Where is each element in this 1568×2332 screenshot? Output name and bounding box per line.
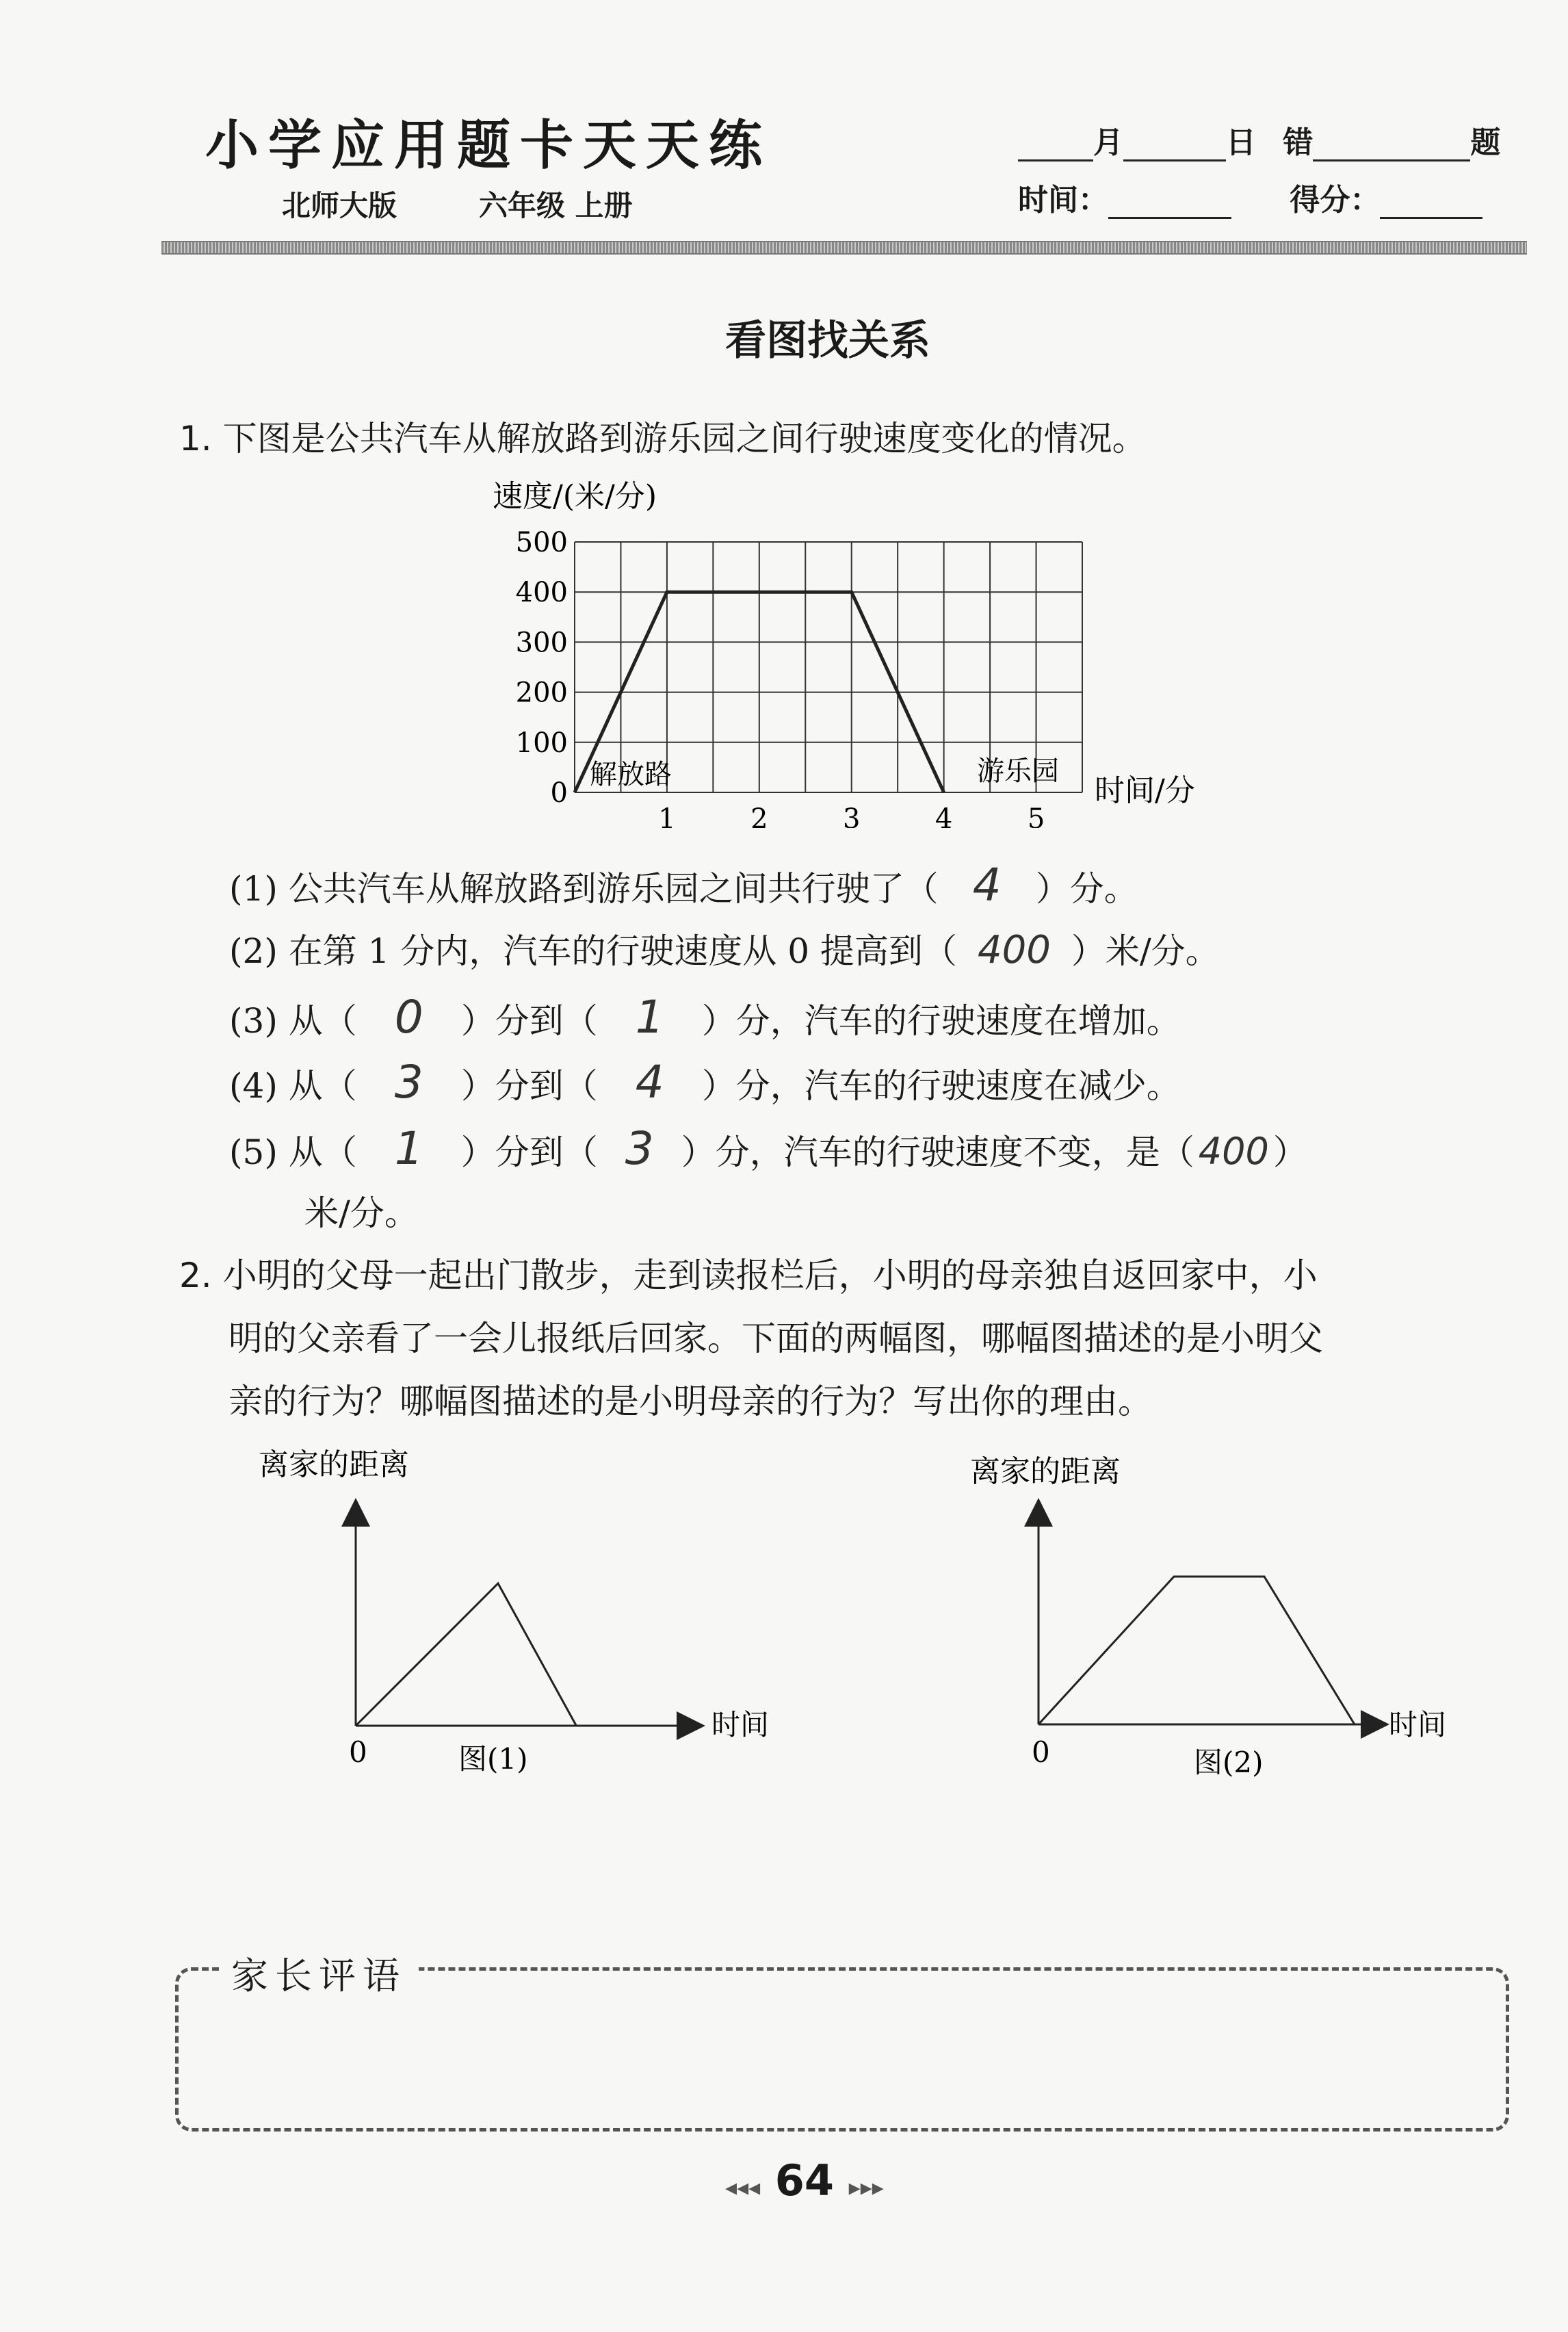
x-tick-label: 3 bbox=[843, 803, 861, 828]
x-tick-label: 1 bbox=[658, 803, 676, 828]
graph2-series-line bbox=[1038, 1577, 1355, 1724]
q2-line2: 明的父亲看了一会儿报纸后回家。下面的两幅图，哪幅图描述的是小明父 bbox=[228, 1319, 1323, 1358]
q1-sub3 bbox=[229, 991, 1181, 1044]
q2-number: 2. bbox=[179, 1256, 212, 1295]
answer-constant-end[interactable]: 3 bbox=[625, 1122, 654, 1175]
page-title: 看图找关系 bbox=[725, 317, 930, 365]
graph1-series-line bbox=[356, 1583, 576, 1726]
y-tick-label: 300 bbox=[515, 627, 568, 659]
sub1-text: 公共汽车从解放路到游乐园之间共行驶了（ bbox=[288, 869, 939, 909]
sub5-tail: ） bbox=[1272, 1132, 1307, 1172]
y-tick-label: 500 bbox=[515, 527, 568, 558]
sub2-tail: ）米/分。 bbox=[1071, 931, 1220, 971]
score-label: 得分： bbox=[1290, 183, 1381, 218]
sub5-text2: ）分到（ bbox=[460, 1132, 598, 1172]
score-blank[interactable] bbox=[1380, 185, 1482, 219]
annotation-end: 游乐园 bbox=[977, 755, 1059, 787]
q2-line1: 小明的父母一起出门散步，走到读报栏后，小明的母亲独自返回家中，小 bbox=[222, 1256, 1318, 1295]
answer-accel-end[interactable]: 1 bbox=[635, 991, 664, 1044]
q1-sub1 bbox=[229, 859, 1138, 911]
graph1-origin: 0 bbox=[349, 1735, 367, 1769]
sub4-label: (4) bbox=[229, 1066, 278, 1106]
month-label: 月 bbox=[1093, 125, 1123, 160]
x-tick-label: 5 bbox=[1027, 803, 1045, 828]
sub5-unit: 米/分。 bbox=[304, 1193, 419, 1233]
sub5-text3: ）分，汽车的行驶速度不变，是（ bbox=[681, 1132, 1194, 1172]
time-score-line bbox=[1018, 175, 1482, 219]
edition-label: 北师大版 bbox=[282, 189, 397, 222]
page-arrows-left: ◂◂◂ bbox=[725, 2174, 761, 2201]
sub1-label: (1) bbox=[229, 869, 278, 909]
time-label: 时间： bbox=[1018, 183, 1108, 218]
header-divider bbox=[161, 241, 1527, 255]
sub3-text2: ）分到（ bbox=[460, 1001, 598, 1041]
answer-max-speed[interactable]: 400 bbox=[977, 928, 1051, 972]
answer-decel-end[interactable]: 4 bbox=[635, 1056, 664, 1109]
q1-number: 1. bbox=[179, 419, 212, 458]
graph2-origin: 0 bbox=[1032, 1735, 1050, 1769]
speed-chart bbox=[479, 472, 1231, 828]
q1-sub2 bbox=[229, 924, 1220, 973]
sub3-tail: ）分，汽车的行驶速度在增加。 bbox=[701, 1001, 1181, 1041]
q1-sub5 bbox=[229, 1122, 1307, 1175]
graph-2 bbox=[958, 1451, 1519, 1800]
answer-constant-speed[interactable]: 400 bbox=[1198, 1130, 1269, 1173]
sub2-label: (2) bbox=[229, 931, 278, 971]
y-tick-label: 400 bbox=[515, 577, 568, 609]
graph2-y-label: 离家的距离 bbox=[970, 1454, 1121, 1489]
parent-comment-label: 家长评语 bbox=[219, 1947, 419, 1999]
answer-total-minutes[interactable]: 4 bbox=[972, 859, 1002, 911]
annotation-start: 解放路 bbox=[590, 759, 672, 790]
q2-line3: 亲的行为？哪幅图描述的是小明母亲的行为？写出你的理由。 bbox=[228, 1382, 1152, 1421]
grade-label: 六年级 上册 bbox=[479, 189, 633, 222]
error-label: 错 bbox=[1283, 125, 1314, 160]
x-tick-label: 4 bbox=[935, 803, 953, 828]
sub3-label: (3) bbox=[229, 1001, 278, 1041]
answer-accel-start[interactable]: 0 bbox=[394, 991, 423, 1044]
error-blank[interactable] bbox=[1313, 128, 1470, 161]
y-tick-label: 200 bbox=[515, 677, 568, 709]
x-axis-title: 时间/分 bbox=[1095, 773, 1195, 808]
graph1-y-label: 离家的距离 bbox=[259, 1447, 409, 1482]
y-tick-label: 0 bbox=[550, 777, 568, 809]
sub4-tail: ）分，汽车的行驶速度在减少。 bbox=[701, 1066, 1181, 1106]
sub3-text1: 从（ bbox=[288, 1001, 357, 1041]
page-arrows-right: ▸▸▸ bbox=[848, 2174, 884, 2201]
answer-decel-start[interactable]: 3 bbox=[394, 1056, 423, 1109]
graph2-caption: 图(2) bbox=[1194, 1746, 1264, 1779]
day-label: 日 bbox=[1226, 125, 1256, 160]
x-tick-label: 2 bbox=[750, 803, 768, 828]
sub5-label: (5) bbox=[229, 1132, 278, 1172]
y-axis-title: 速度/(米/分) bbox=[493, 479, 657, 514]
graph1-caption: 图(1) bbox=[458, 1742, 528, 1776]
month-blank[interactable] bbox=[1018, 128, 1093, 161]
y-tick-label: 100 bbox=[515, 727, 568, 759]
sub5-text1: 从（ bbox=[288, 1132, 357, 1172]
time-blank[interactable] bbox=[1108, 185, 1231, 219]
graph2-x-label: 时间 bbox=[1389, 1708, 1447, 1741]
q1-text: 下图是公共汽车从解放路到游乐园之间行驶速度变化的情况。 bbox=[222, 419, 1147, 458]
sub2-text: 在第 1 分内，汽车的行驶速度从 0 提高到（ bbox=[288, 931, 957, 971]
graph-1 bbox=[246, 1444, 807, 1800]
brand-title: 小学应用题卡天天练 bbox=[205, 114, 772, 177]
question-label: 题 bbox=[1470, 125, 1501, 160]
q1-sub4 bbox=[229, 1056, 1181, 1109]
sub1-tail: ）分。 bbox=[1035, 869, 1138, 909]
page-number: 64 bbox=[774, 2155, 835, 2205]
answer-constant-start[interactable]: 1 bbox=[394, 1122, 423, 1175]
page-number-row bbox=[725, 2155, 884, 2205]
q1-stem bbox=[179, 407, 1147, 470]
date-line bbox=[1018, 118, 1500, 161]
sub4-text2: ）分到（ bbox=[460, 1066, 598, 1106]
sub4-text1: 从（ bbox=[288, 1066, 357, 1106]
q2-stem bbox=[179, 1244, 1323, 1433]
day-blank[interactable] bbox=[1123, 128, 1226, 161]
graph1-x-label: 时间 bbox=[711, 1708, 770, 1741]
